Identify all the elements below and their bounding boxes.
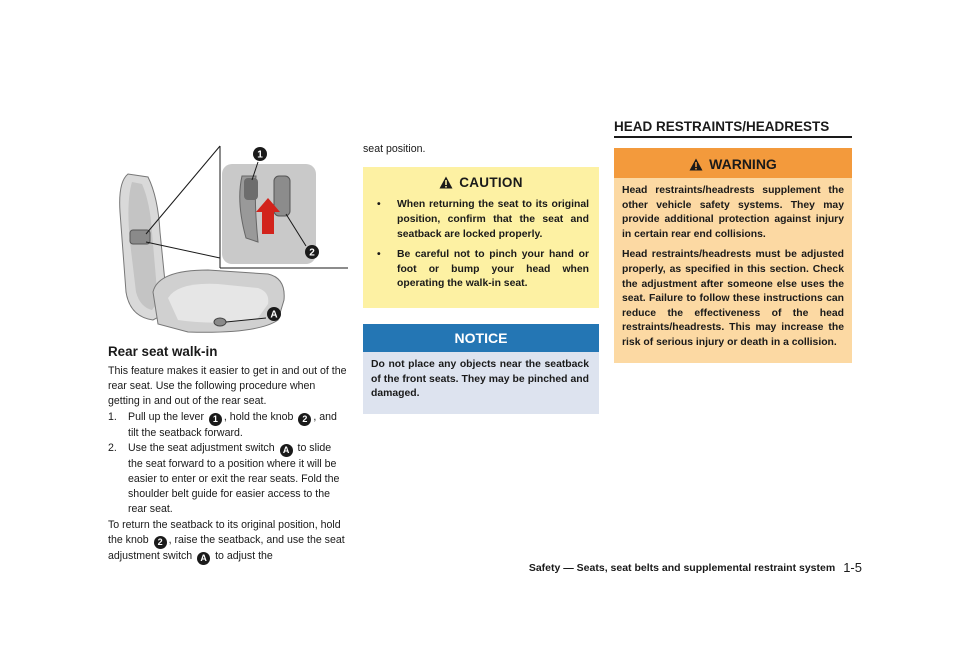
bullet: • — [377, 199, 381, 211]
return-text-c: to adjust the — [215, 549, 273, 562]
page-footer — [470, 560, 862, 575]
callout-2-label: 2 — [309, 247, 315, 259]
continued-text: seat position. — [363, 143, 426, 155]
column-left — [108, 142, 348, 565]
caution-item — [373, 248, 589, 292]
warning-title: WARNING — [709, 156, 777, 172]
seat-walkin-diagram — [108, 142, 348, 338]
callout-1-label: 1 — [257, 149, 263, 161]
marker-2: 2 — [154, 536, 167, 549]
caution-list — [373, 198, 589, 292]
step-2-text-a: Use the seat adjustment switch — [128, 441, 275, 454]
step-1 — [108, 410, 348, 441]
section-title: HEAD RESTRAINTS/HEADRESTS — [614, 119, 830, 134]
warning-paragraph: Head restraints/headrests must be adjusted properly, as specified in this section. Check the adjustment after someone else uses the seat. Failure to follow these instructions can reduce the effectiveness of the head restraints/headrests. This may increase the risk of serious injury or death in a collision. — [622, 249, 844, 348]
notice-text: Do not place any objects near the seatback of the front seats. They may be pinched and damaged. — [371, 358, 589, 400]
walkin-heading: Rear seat walk-in — [108, 344, 218, 359]
caution-item — [373, 198, 589, 242]
step-1-number: 1. — [108, 410, 117, 423]
marker-a: A — [280, 444, 293, 457]
seat-illustration — [108, 142, 348, 338]
bullet: • — [377, 249, 381, 261]
step-1-text-c: , and tilt the seatback forward. — [128, 410, 337, 439]
notice-box — [363, 324, 599, 414]
warning-paragraph: Head restraints/headrests supplement the other vehicle safety systems. They may provide additional protection against injury in certain rear end collisions. — [622, 185, 844, 240]
step-2-number: 2. — [108, 441, 117, 454]
warning-header — [614, 148, 852, 178]
caution-box — [363, 167, 599, 308]
callout-a-label: A — [270, 309, 278, 321]
return-paragraph — [108, 518, 348, 565]
step-2-text-b: to slide the seat forward to a position where it will be easier to enter or exit the rear seats. Fold the shoulder belt guide for easier access to the rear seat. — [128, 441, 340, 516]
marker-a: A — [197, 552, 210, 565]
caution-title: CAUTION — [459, 175, 523, 191]
step-1-text-b: , hold the knob — [223, 410, 294, 423]
caution-item-text: When returning the seat to its original position, confirm that the seat and seatback are locked properly. — [397, 199, 589, 240]
column-right — [614, 118, 852, 363]
column-middle — [363, 142, 599, 414]
return-text-a: To return the seatback to its original position, hold the knob — [108, 518, 341, 546]
page-number: 1-5 — [843, 560, 862, 575]
step-1-text-a: Pull up the lever — [128, 410, 204, 423]
warning-triangle-icon — [439, 176, 453, 189]
warning-box — [614, 148, 852, 363]
marker-2: 2 — [298, 413, 311, 426]
notice-title: NOTICE — [363, 324, 599, 352]
caution-header — [373, 175, 589, 190]
walkin-intro: This feature makes it easier to get in and out of the rear seat. Use the following procedure when getting in and out of the rear seat. — [108, 365, 347, 408]
caution-item-text: Be careful not to pinch your hand or foot or bump your head when operating the walk-in seat. — [397, 249, 589, 290]
step-2 — [108, 441, 348, 518]
footer-section: Safety — Seats, seat belts and supplemental restraint system — [528, 562, 836, 574]
walkin-steps — [108, 410, 348, 518]
marker-1: 1 — [209, 413, 222, 426]
section-divider — [614, 136, 852, 138]
warning-text — [614, 178, 852, 363]
return-text-b: , raise the seatback, and use the seat adjustment switch — [108, 533, 345, 562]
warning-triangle-icon — [689, 158, 703, 171]
